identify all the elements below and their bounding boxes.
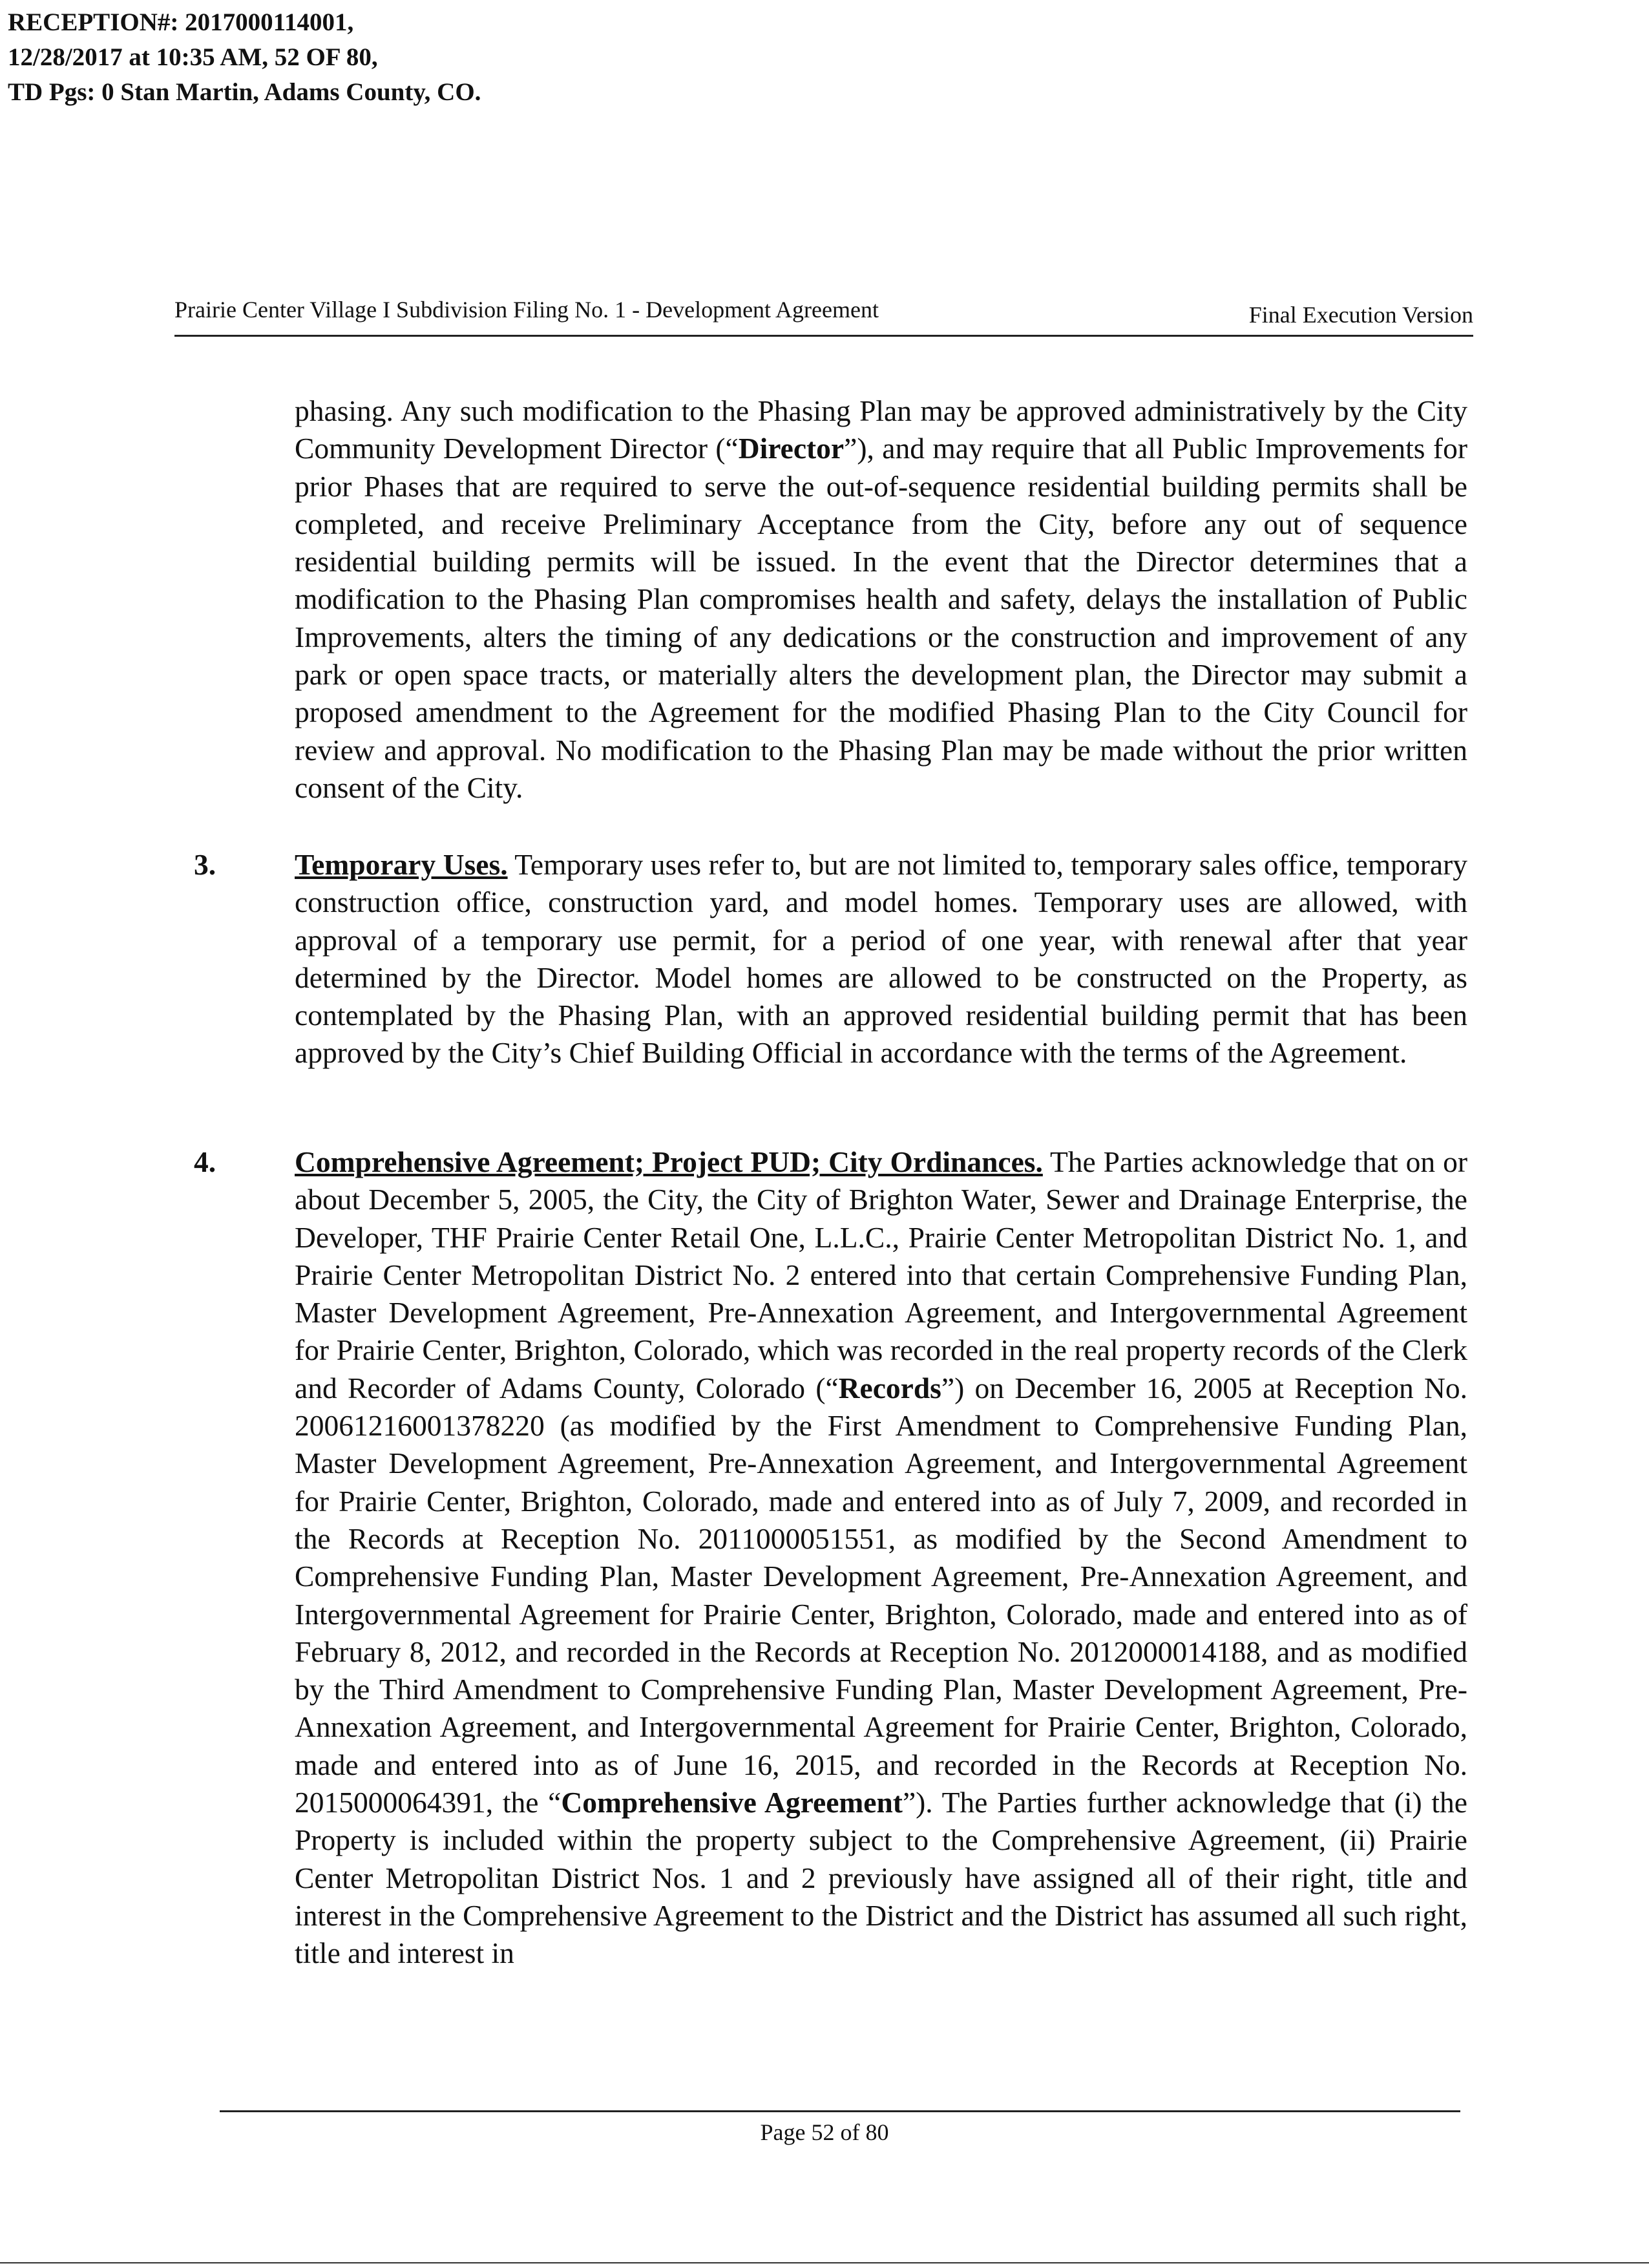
section-number: 4. [194, 1145, 216, 1178]
defined-term-records: Records [838, 1371, 941, 1404]
continued-text-1: phasing. Any such modification to the Phasing Plan may be approved administratively by the City Community Development Director (“ [295, 394, 1467, 465]
stamp-recorded-date: 12/28/2017 at 10:35 AM, 52 OF 80, [8, 43, 378, 71]
recording-stamp [8, 5, 481, 110]
stamp-recorder: TD Pgs: 0 Stan Martin, Adams County, CO. [8, 78, 481, 106]
section-paragraph [295, 846, 1467, 1072]
bottom-edge-rule [0, 2262, 1649, 2263]
defined-term-director: Director [738, 432, 845, 465]
footer-rule [220, 2110, 1460, 2112]
continued-paragraph [295, 392, 1467, 807]
section-text-3: ”). The Parties further acknowledge that (i) the Property is included within the property subject to the Comprehensive Agreement, (ii) Prairie Center Metropolitan District Nos. 1 and 2 previously have assigned all of their right, title and interest in the Comprehensive Agreement to the District and the District has assumed all such right, title and interest in [295, 1786, 1467, 1970]
document-title: Prairie Center Village I Subdivision Filing No. 1 - Development Agreement [174, 297, 879, 323]
section-text-2: ”) on December 16, 2005 at Reception No. 20061216001378220 (as modified by the First Amendment to Comprehensive Funding Plan, Master Development Agreement, Pre-Annexation Agreement, and Intergovernmental Agreement for Prairie Center, Brighton, Colorado, made and entered into as of July 7, 2009, and recorded in the Records at Reception No. 2011000051551, as modified by the Second Amendment to Comprehensive Funding Plan, Master Development Agreement, Pre-Annexation Agreement, and Intergovernmental Agreement for Prairie Center, Brighton, Colorado, made and entered into as of February 8, 2012, and recorded in the Records at Reception No. 2012000014188, and as modified by the Third Amendment to Comprehensive Funding Plan, Master Development Agreement, Pre-Annexation Agreement, and Intergovernmental Agreement for Prairie Center, Brighton, Colorado, made and entered into as of June 16, 2015, and recorded in the Records at Reception No. 2015000064391, the “ [295, 1371, 1467, 1819]
section-heading: Temporary Uses. [295, 848, 508, 881]
stamp-reception-number: RECEPTION#: 2017000114001, [8, 8, 354, 36]
running-header [174, 296, 1473, 337]
continued-text-2: ”), and may require that all Public Improvements for prior Phases that are required to serve the out-of-sequence residential building permits shall be completed, and receive Preliminary Acceptance from the City, before any out of sequence residential building permits will be issued. In the event that the Director determines that a modification to the Phasing Plan compromises health and safety, delays the installation of Public Improvements, alters the timing of any dedications or the construction and improvement of any park or open space tracts, or materially alters the development plan, the Director may submit a proposed amendment to the Agreement for the modified Phasing Plan to the City Council for review and approval. No modification to the Phasing Plan may be made without the prior written consent of the City. [295, 432, 1467, 804]
section-text-1: The Parties acknowledge that on or about December 5, 2005, the City, the City of Brighton Water, Sewer and Drainage Enterprise, the Developer, THF Prairie Center Retail One, L.L.C., Prairie Center Metropolitan District No. 1, and Prairie Center Metropolitan District No. 2 entered into that certain Comprehensive Funding Plan, Master Development Agreement, Pre-Annexation Agreement, and Intergovernmental Agreement for Prairie Center, Brighton, Colorado, which was recorded in the real property records of the Clerk and Recorder of Adams County, Colorado (“ [295, 1145, 1467, 1404]
section-number: 3. [194, 848, 216, 881]
section-text: Temporary uses refer to, but are not limited to, temporary sales office, temporary construction office, construction yard, and model homes. Temporary uses are allowed, with approval of a temporary use permit, for a period of one year, with renewal after that year determined by the Director. Model homes are allowed to be constructed on the Property, as contemplated by the Phasing Plan, with an approved residential building permit that has been approved by the City’s Chief Building Official in accordance with the terms of the Agreement. [295, 848, 1467, 1070]
section-paragraph [295, 1143, 1467, 1973]
version-label: Final Execution Version [1248, 302, 1473, 328]
section-heading: Comprehensive Agreement; Project PUD; City Ordinances. [295, 1145, 1043, 1178]
defined-term-comprehensive-agreement: Comprehensive Agreement [561, 1786, 903, 1819]
page-number: Page 52 of 80 [760, 2119, 889, 2145]
